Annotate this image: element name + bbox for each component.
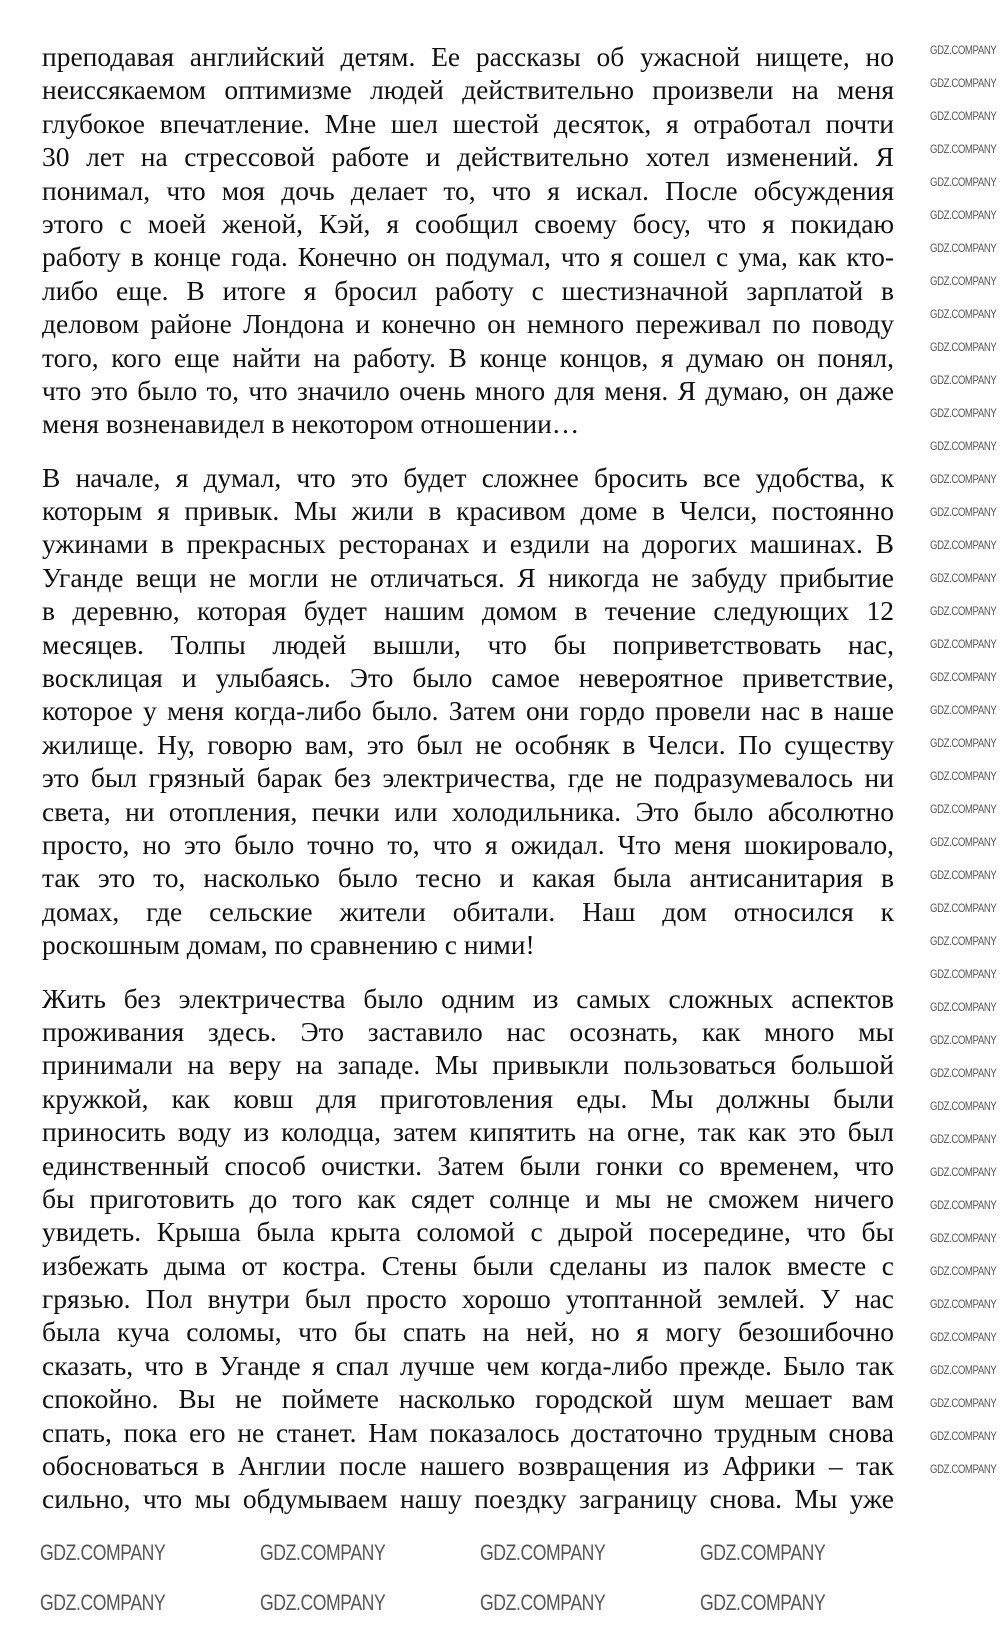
watermark: GDZ.COMPANY [930, 1099, 997, 1113]
watermark: GDZ.COMPANY [930, 802, 997, 816]
text-line: спокойно. Вы не поймете насколько городской шум мешает вам [42, 1383, 894, 1415]
text-line: преподавая английский детям. Ее рассказы об ужасной нищете, но [42, 41, 894, 72]
watermark: GDZ.COMPANY [930, 1396, 997, 1410]
watermark: GDZ.COMPANY [930, 1363, 997, 1377]
text-line: того, кого еще найти на работу. В конце концов, я думаю он понял, [42, 341, 894, 373]
watermark: GDZ.COMPANY [480, 1540, 606, 1565]
watermark: GDZ.COMPANY [930, 736, 997, 750]
text-line: это был грязный барак без электричества, где не подразумевалось ни [42, 762, 894, 794]
text-line: восклицая и улыбаясь. Это было самое невероятное приветствие, [42, 662, 894, 694]
watermark: GDZ.COMPANY [930, 769, 997, 783]
text-line: принимали на веру на западе. Мы привыкли пользоваться большой [42, 1049, 894, 1081]
text-line: месяцев. Толпы людей вышли, что бы поприветствовать нас, [42, 628, 894, 660]
paragraph-2 [42, 461, 894, 962]
watermark: GDZ.COMPANY [930, 1330, 997, 1344]
watermark: GDZ.COMPANY [930, 967, 997, 981]
text-line: грязью. Пол внутри был просто хорошо утоптанной землей. У нас [42, 1283, 894, 1315]
watermark: GDZ.COMPANY [930, 1231, 997, 1245]
watermark: GDZ.COMPANY [930, 1066, 997, 1080]
watermark: GDZ.COMPANY [930, 373, 997, 387]
watermark: GDZ.COMPANY [930, 1165, 997, 1179]
paragraph-3 [42, 982, 894, 1516]
watermark: GDZ.COMPANY [930, 439, 997, 453]
text-line: глубокое впечатление. Мне шел шестой десяток, я отработал почти [42, 107, 894, 139]
watermark: GDZ.COMPANY [930, 604, 997, 618]
text-line: проживания здесь. Это заставило нас осознать, как много мы [42, 1015, 894, 1047]
text-line: сказать, что в Уганде я спал лучше чем когда-либо прежде. Было так [42, 1349, 894, 1381]
text-line: что это было то, что значило очень много для меня. Я думаю, он даже [42, 374, 894, 406]
text-line: приносить воду из колодца, затем кипятить на огне, так как это был [42, 1116, 894, 1148]
text-line: 30 лет на стрессовой работе и действительно хотел изменений. Я [42, 141, 894, 173]
watermark: GDZ.COMPANY [930, 571, 997, 585]
text-line: работу в конце года. Конечно он подумал, что я сошел с ума, как кто- [42, 241, 894, 273]
watermark: GDZ.COMPANY [40, 1540, 166, 1565]
text-line: обосноваться в Англии после нашего возвращения из Африки – так [42, 1450, 894, 1482]
watermark: GDZ.COMPANY [930, 901, 997, 915]
text-line: понимал, что моя дочь делает то, что я искал. После обсуждения [42, 174, 894, 206]
watermark: GDZ.COMPANY [930, 703, 997, 717]
watermark: GDZ.COMPANY [930, 274, 997, 288]
watermark: GDZ.COMPANY [930, 538, 997, 552]
watermark: GDZ.COMPANY [930, 1000, 997, 1014]
watermark: GDZ.COMPANY [930, 109, 997, 123]
text-line: спать, пока его не станет. Нам показалось достаточно трудным снова [42, 1416, 894, 1448]
watermark: GDZ.COMPANY [700, 1590, 826, 1615]
text-line: домах, где сельские жители обитали. Наш дом относился к [42, 895, 894, 927]
text-line: света, ни отопления, печки или холодильника. Это было абсолютно [42, 795, 894, 827]
watermark: GDZ.COMPANY [930, 1297, 997, 1311]
text-line: сильно, что мы обдумываем нашу поездку заграницу снова. Мы уже [42, 1483, 894, 1515]
watermark: GDZ.COMPANY [930, 76, 997, 90]
text-line: так это то, насколько было тесно и какая была антисанитария в [42, 862, 894, 894]
text-line: Жить без электричества было одним из самых сложных аспектов [42, 982, 894, 1014]
text-line: которым я привык. Мы жили в красивом доме в Челси, постоянно [42, 495, 894, 527]
watermark: GDZ.COMPANY [260, 1540, 386, 1565]
paragraph-1 [42, 40, 894, 441]
text-line: меня возненавидел в некотором отношении… [42, 408, 580, 440]
watermark: GDZ.COMPANY [930, 868, 997, 882]
watermark: GDZ.COMPANY [260, 1590, 386, 1615]
watermark: GDZ.COMPANY [930, 43, 997, 57]
text-line: увидеть. Крыша была крыта соломой с дырой посередине, что бы [42, 1216, 894, 1248]
watermark: GDZ.COMPANY [930, 1429, 997, 1443]
watermark: GDZ.COMPANY [930, 406, 997, 420]
watermark: GDZ.COMPANY [930, 934, 997, 948]
text-line: кружкой, как ковш для приготовления еды. Мы должны были [42, 1082, 894, 1114]
watermark: GDZ.COMPANY [930, 340, 997, 354]
document-page [42, 40, 894, 1516]
watermark: GDZ.COMPANY [930, 142, 997, 156]
text-line: жилище. Ну, говорю вам, это был не особняк в Челси. По существу [42, 728, 894, 760]
text-line: единственный способ очистки. Затем были гонки со временем, что [42, 1149, 894, 1181]
text-line: либо еще. В итоге я бросил работу с шестизначной зарплатой в [42, 274, 894, 306]
watermark: GDZ.COMPANY [930, 1033, 997, 1047]
text-line: этого с моей женой, Кэй, я сообщил своему босу, что я покидаю [42, 207, 894, 239]
watermark: GDZ.COMPANY [40, 1590, 166, 1615]
text-line: неиссякаемом оптимизме людей действительно произвели на меня [42, 74, 894, 106]
watermark: GDZ.COMPANY [930, 1132, 997, 1146]
text-line: бы приготовить до того как сядет солнце и мы не сможем ничего [42, 1182, 894, 1214]
watermark: GDZ.COMPANY [930, 1264, 997, 1278]
text-line: деловом районе Лондона и конечно он немного переживал по поводу [42, 308, 894, 340]
watermark: GDZ.COMPANY [700, 1540, 826, 1565]
watermark: GDZ.COMPANY [930, 472, 997, 486]
watermark: GDZ.COMPANY [930, 175, 997, 189]
watermark: GDZ.COMPANY [930, 835, 997, 849]
text-line: избежать дыма от костра. Стены были сделаны из палок вместе с [42, 1249, 894, 1281]
watermark: GDZ.COMPANY [930, 241, 997, 255]
text-line: Уганде вещи не могли не отличаться. Я никогда не забуду прибытие [42, 561, 894, 593]
watermark: GDZ.COMPANY [930, 307, 997, 321]
text-line: была куча соломы, что бы спать на ней, но я могу безошибочно [42, 1316, 894, 1348]
watermark: GDZ.COMPANY [930, 637, 997, 651]
text-line: В начале, я думал, что это будет сложнее бросить все удобства, к [42, 461, 894, 493]
watermark: GDZ.COMPANY [930, 505, 997, 519]
text-line: роскошным домам, по сравнению с ними! [42, 929, 535, 961]
text-line: которое у меня когда-либо было. Затем они гордо провели нас в наше [42, 695, 894, 727]
watermark: GDZ.COMPANY [930, 1462, 997, 1476]
text-line: ужинами в прекрасных ресторанах и ездили на дорогих машинах. В [42, 528, 894, 560]
text-line: просто, но это было точно то, что я ожидал. Что меня шокировало, [42, 828, 894, 860]
watermark: GDZ.COMPANY [930, 208, 997, 222]
watermark: GDZ.COMPANY [930, 1198, 997, 1212]
text-line: в деревню, которая будет нашим домом в течение следующих 12 [42, 595, 894, 627]
watermark: GDZ.COMPANY [930, 670, 997, 684]
watermark: GDZ.COMPANY [480, 1590, 606, 1615]
